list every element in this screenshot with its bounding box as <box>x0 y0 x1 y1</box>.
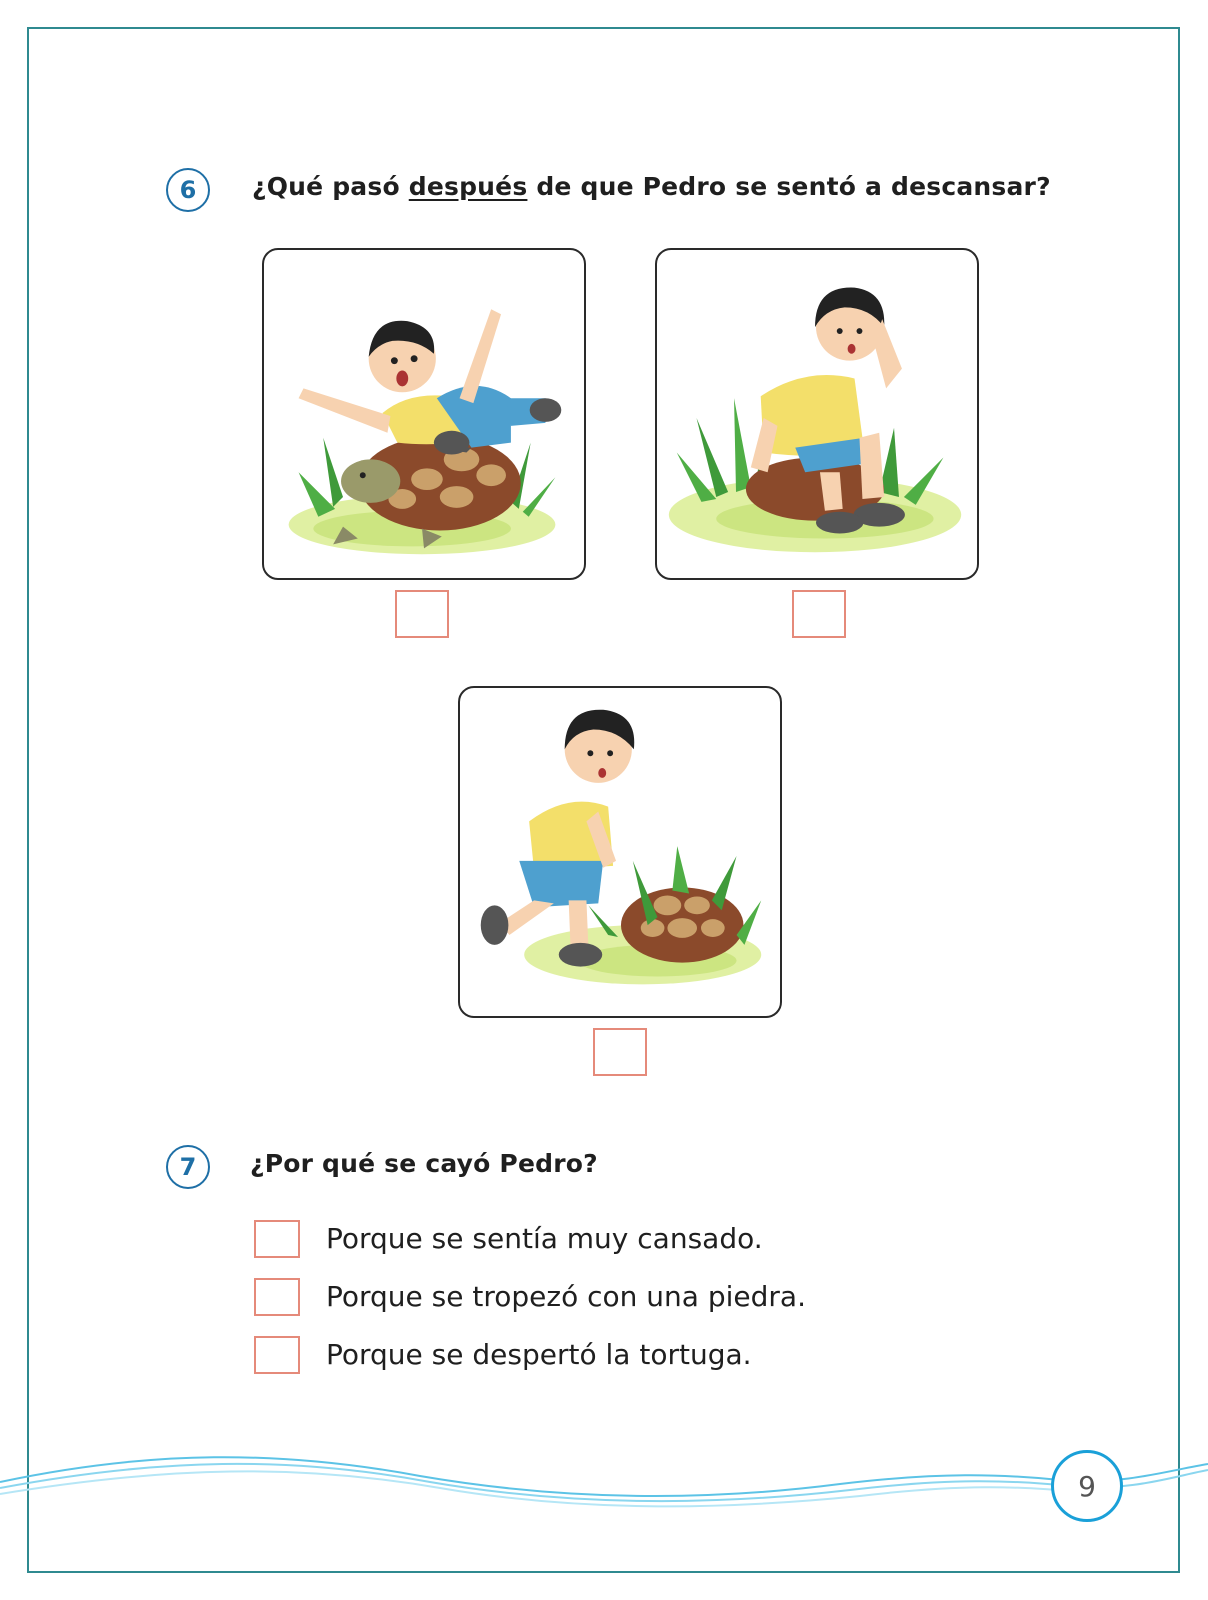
boy-falling-illustration <box>264 250 584 578</box>
option-3-checkbox[interactable] <box>254 1336 300 1374</box>
question-7-text: ¿Por qué se cayó Pedro? <box>250 1149 598 1178</box>
option-1-checkbox[interactable] <box>254 1220 300 1258</box>
question-6-text <box>252 172 1051 201</box>
option-1-label: Porque se sentía muy cansado. <box>326 1222 763 1255</box>
option-3-label: Porque se despertó la tortuga. <box>326 1338 752 1371</box>
page-number <box>1051 1450 1123 1522</box>
picture-boy-sitting <box>655 248 979 580</box>
question-6-text-before: ¿Qué pasó <box>252 172 409 201</box>
option-c-checkbox[interactable] <box>593 1028 647 1076</box>
option-2-checkbox[interactable] <box>254 1278 300 1316</box>
question-6-text-after: de que Pedro se sentó a descansar? <box>527 172 1051 201</box>
question-6-text-underlined: después <box>408 172 528 201</box>
picture-boy-falling <box>262 248 586 580</box>
question-6-number-label: 6 <box>179 176 197 204</box>
boy-sitting-illustration <box>657 250 977 578</box>
option-b-checkbox[interactable] <box>792 590 846 638</box>
boy-walking-illustration <box>460 688 780 1016</box>
page-number-label: 9 <box>1078 1469 1096 1503</box>
decorative-wave <box>0 1440 1208 1510</box>
question-7-number-label: 7 <box>179 1153 197 1181</box>
option-a-checkbox[interactable] <box>395 590 449 638</box>
question-7-number <box>166 1145 210 1189</box>
option-2-label: Porque se tropezó con una piedra. <box>326 1280 806 1313</box>
picture-boy-walking <box>458 686 782 1018</box>
question-6-number <box>166 168 210 212</box>
